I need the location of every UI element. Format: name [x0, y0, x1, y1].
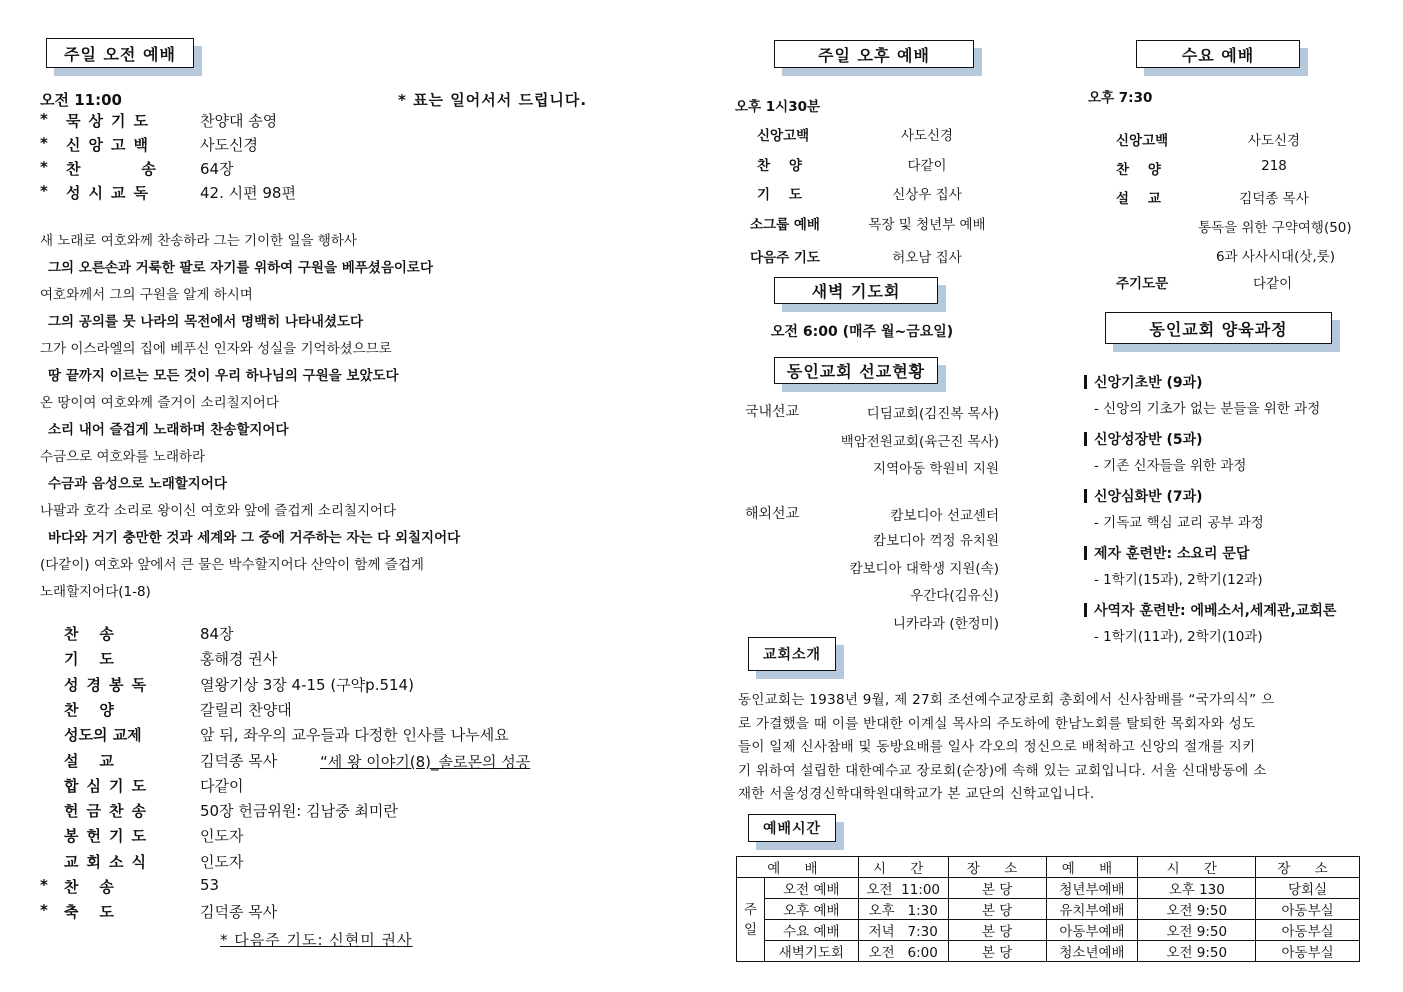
wednesday-order-value: 사도신경 — [1247, 133, 1301, 149]
morning-service-title-box — [46, 38, 194, 68]
order-star: * — [40, 110, 48, 128]
order-label: 봉헌기도 — [64, 827, 154, 846]
schedule-cell: 본 당 — [948, 878, 1046, 899]
table-row — [737, 878, 1360, 899]
domestic-mission-item: 디딤교회(김진복 목사) — [866, 406, 999, 422]
dawn-prayer-title-box — [774, 277, 938, 304]
schedule-cell: 아동부예배 — [1046, 920, 1138, 941]
order-star: * — [40, 182, 48, 200]
schedule-header: 예 배 — [1046, 857, 1138, 878]
schedule-cell: 본 당 — [948, 899, 1046, 920]
wednesday-closing-value: 다같이 — [1253, 276, 1293, 292]
schedule-cell: 오전 9:50 — [1138, 941, 1256, 962]
schedule-cell: 아동부실 — [1256, 920, 1360, 941]
reading-congregation-line: 그의 오른손과 거룩한 팔로 자기를 위하여 구원을 베푸셨음이로다 — [48, 260, 434, 276]
course-name: 사역자 훈련반: 에베소서,세계관,교회론 — [1094, 603, 1337, 619]
order-star: * — [40, 158, 48, 176]
schedule-title: 예배시간 — [748, 814, 836, 842]
reading-congregation-line: 노래할지어다(1-8) — [40, 584, 151, 600]
wednesday-order-value: 김덕종 목사 — [1239, 191, 1309, 207]
schedule-cell: 오전 9:50 — [1138, 920, 1256, 941]
afternoon-order-value: 허오남 집사 — [892, 250, 962, 266]
course-description: - 1학기(11과), 2학기(10과) — [1094, 629, 1263, 645]
order-value: 50장 헌금위원: 김남중 최미란 — [200, 802, 398, 821]
schedule-side-label — [737, 878, 765, 962]
order-value: 인도자 — [200, 852, 244, 871]
table-row — [737, 899, 1360, 920]
reading-leader-line: (다같이) 여호와 앞에서 큰 물은 박수할지어다 산악이 함께 즐겁게 — [40, 557, 424, 573]
schedule-side-char: 일 — [743, 921, 757, 938]
overseas-mission-item: 캄보디아 대학생 지원(속) — [849, 561, 999, 577]
overseas-mission-item: 캄보디아 선교센터 — [890, 508, 999, 524]
wednesday-sermon-line: 통독을 위한 구약여행(50) — [1198, 220, 1352, 236]
schedule-header-row — [737, 857, 1360, 878]
reading-leader-line: 그가 이스라엘의 집에 베푸신 인자와 성실을 기억하셨으므로 — [40, 341, 392, 357]
schedule-header: 장 소 — [948, 857, 1046, 878]
reading-congregation-line: 수금과 음성으로 노래할지어다 — [48, 476, 227, 492]
training-title: 동인교회 양육과정 — [1105, 312, 1332, 344]
bullet-bar-icon — [1084, 546, 1087, 560]
bullet-bar-icon — [1084, 489, 1087, 503]
schedule-cell: 본 당 — [948, 920, 1046, 941]
order-value: 열왕기상 3장 4-15 (구약p.514) — [200, 675, 414, 694]
afternoon-service-title-box — [774, 40, 974, 68]
schedule-header: 시 간 — [858, 857, 948, 878]
schedule-cell: 오전 6:00 — [858, 941, 948, 962]
afternoon-order-label: 찬 양 — [757, 158, 802, 174]
overseas-mission-label: 해외선교 — [745, 506, 800, 522]
order-value: 사도신경 — [200, 136, 258, 154]
order-label: 묵상기도 — [66, 112, 156, 130]
order-value: 64장 — [200, 160, 234, 178]
intro-title: 교회소개 — [748, 637, 836, 671]
afternoon-order-label: 소그룹 예배 — [750, 217, 820, 233]
order-value: 53 — [200, 876, 220, 894]
order-star: * — [40, 901, 48, 920]
schedule-cell: 본 당 — [948, 941, 1046, 962]
schedule-cell: 아동부실 — [1256, 899, 1360, 920]
order-value: 홍해경 권사 — [200, 650, 278, 669]
order-value: 찬양대 송영 — [200, 112, 278, 130]
afternoon-order-label: 다음주 기도 — [750, 250, 820, 266]
order-label: 찬 송 — [66, 160, 164, 178]
wednesday-order-label: 신앙고백 — [1116, 133, 1169, 149]
dawn-prayer-time: 오전 6:00 (매주 월~금요일) — [771, 324, 954, 340]
schedule-cell: 청년부예배 — [1046, 878, 1138, 899]
order-value: 인도자 — [200, 827, 244, 846]
wednesday-sermon-line: 6과 사사시대(삿,룻) — [1216, 249, 1335, 265]
bullet-bar-icon — [1084, 603, 1087, 617]
afternoon-order-label: 신앙고백 — [757, 128, 810, 144]
next-week-prayer: * 다음주 기도: 신현미 권사 — [220, 931, 413, 949]
reading-leader-line: 나팔과 호각 소리로 왕이신 여호와 앞에 즐겁게 소리칠지어다 — [40, 503, 397, 519]
morning-service-title: 주일 오전 예배 — [46, 38, 194, 68]
reading-congregation-line: 바다와 거기 충만한 것과 세계와 그 중에 거주하는 자는 다 외칠지어다 — [48, 530, 461, 546]
order-label: 찬 송 — [64, 625, 114, 643]
order-value: 84장 — [200, 625, 234, 643]
reading-leader-line: 수금으로 여호와를 노래하라 — [40, 449, 206, 465]
order-value: 42. 시편 98편 — [200, 184, 296, 202]
order-value: 앞 뒤, 좌우의 교우들과 다정한 인사를 나누세요 — [200, 726, 509, 745]
sermon-title: “세 왕 이야기(8)_솔로몬의 성공 — [320, 753, 531, 771]
wednesday-service-title-box — [1136, 40, 1300, 68]
order-label: 찬 양 — [64, 700, 114, 719]
schedule-cell: 오후 1:30 — [858, 899, 948, 920]
order-label: 성도의 교제 — [64, 726, 142, 745]
course-name: 신앙성장반 (5과) — [1094, 432, 1203, 448]
schedule-cell: 저녁 7:30 — [858, 920, 948, 941]
bullet-bar-icon — [1084, 375, 1087, 389]
schedule-table — [736, 856, 1360, 962]
wednesday-service-title: 수요 예배 — [1136, 40, 1300, 68]
afternoon-service-title: 주일 오후 예배 — [774, 40, 974, 68]
course-description: - 1학기(15과), 2학기(12과) — [1094, 572, 1263, 588]
schedule-title-box — [748, 814, 836, 842]
overseas-mission-item: 우간다(김유신) — [910, 588, 999, 604]
order-label: 교회소식 — [64, 852, 154, 871]
schedule-cell: 오전 11:00 — [858, 878, 948, 899]
schedule-cell: 당회실 — [1256, 878, 1360, 899]
wednesday-order-label: 설 교 — [1116, 191, 1161, 207]
course-description: - 기존 신자들을 위한 과정 — [1094, 458, 1247, 474]
schedule-header: 장 소 — [1256, 857, 1360, 878]
order-value: 갈릴리 찬양대 — [200, 700, 292, 719]
bullet-bar-icon — [1084, 432, 1087, 446]
schedule-cell: 수요 예배 — [764, 920, 858, 941]
dawn-prayer-title: 새벽 기도회 — [774, 277, 938, 304]
domestic-mission-label: 국내선교 — [745, 404, 800, 420]
order-label: 성시교독 — [66, 184, 156, 202]
intro-title-box — [748, 637, 836, 671]
schedule-cell: 유치부예배 — [1046, 899, 1138, 920]
schedule-cell: 새벽기도회 — [764, 941, 858, 962]
mission-title: 동인교회 선교현황 — [774, 357, 938, 384]
reading-congregation-line: 땅 끝까지 이르는 모든 것이 우리 하나님의 구원을 보았도다 — [48, 368, 399, 384]
order-label: 헌금찬송 — [64, 802, 154, 821]
order-star: * — [40, 876, 48, 894]
afternoon-time: 오후 1시30분 — [735, 99, 821, 115]
order-label: 찬 송 — [64, 878, 114, 896]
order-label: 기 도 — [64, 650, 114, 669]
order-value: 김덕종 목사 — [200, 903, 278, 922]
course-description: - 신앙의 기초가 없는 분들을 위한 과정 — [1094, 401, 1321, 417]
order-value: 다같이 — [200, 776, 244, 795]
schedule-cell: 오후 130 — [1138, 878, 1256, 899]
schedule-side-char: 주 — [743, 901, 757, 918]
table-row — [737, 920, 1360, 941]
domestic-mission-item: 지역아동 학원비 지원 — [873, 461, 999, 477]
afternoon-order-label: 기 도 — [757, 187, 802, 203]
order-label: 성경봉독 — [64, 675, 154, 694]
order-star: * — [40, 134, 48, 152]
afternoon-order-value: 신상우 집사 — [892, 187, 962, 203]
training-title-box — [1105, 312, 1332, 344]
overseas-mission-item: 니카라과 (한정미) — [892, 616, 999, 632]
order-label: 신앙고백 — [66, 136, 156, 154]
table-row — [737, 941, 1360, 962]
reading-congregation-line: 그의 공의를 뭇 나라의 목전에서 명백히 나타내셨도다 — [48, 314, 364, 330]
course-name: 신앙심화반 (7과) — [1094, 489, 1203, 505]
intro-line: 들이 일제 신사참배 및 동방요배를 일사 각오의 정신으로 배척하고 신앙의 절개를 지키 — [738, 739, 1256, 755]
course-name: 제자 훈련반: 소요리 문답 — [1094, 546, 1250, 562]
schedule-cell: 오전 예배 — [764, 878, 858, 899]
schedule-cell: 오후 예배 — [764, 899, 858, 920]
reading-leader-line: 새 노래로 여호와께 찬송하라 그는 기이한 일을 행하사 — [40, 233, 357, 249]
reading-congregation-line: 소리 내어 즐겁게 노래하며 찬송할지어다 — [48, 422, 289, 438]
reading-leader-line: 온 땅이여 여호와께 즐거이 소리칠지어다 — [40, 395, 279, 411]
order-label: 합심기도 — [64, 776, 154, 795]
intro-line: 동인교회는 1938년 9월, 제 27회 조선예수교장로회 총회에서 신사참배를 “국가의식” 으 — [738, 692, 1275, 708]
reading-leader-line: 여호와께서 그의 구원을 알게 하시며 — [40, 287, 253, 303]
schedule-header: 시 간 — [1138, 857, 1256, 878]
intro-line: 재한 서울성경신학대학원대학교가 본 교단의 신학교입니다. — [738, 786, 1095, 802]
afternoon-order-value: 다같이 — [907, 158, 947, 174]
overseas-mission-item: 캄보디아 꺽정 유치원 — [873, 533, 999, 549]
mission-title-box — [774, 357, 938, 384]
domestic-mission-item: 백암전원교회(육근진 목사) — [840, 434, 999, 450]
wednesday-time: 오후 7:30 — [1088, 90, 1153, 106]
afternoon-order-value: 사도신경 — [900, 128, 954, 144]
standing-note: * 표는 일어서서 드립니다. — [398, 91, 588, 109]
schedule-cell: 오전 9:50 — [1138, 899, 1256, 920]
wednesday-order-label: 찬 양 — [1116, 162, 1161, 178]
morning-time: 오전 11:00 — [40, 91, 122, 109]
afternoon-order-value: 목장 및 청년부 예배 — [868, 217, 986, 233]
schedule-header: 예 배 — [737, 857, 859, 878]
course-name: 신앙기초반 (9과) — [1094, 375, 1203, 391]
course-description: - 기독교 핵심 교리 공부 과정 — [1094, 515, 1264, 531]
order-label: 설 교 — [64, 751, 114, 770]
schedule-cell: 청소년예배 — [1046, 941, 1138, 962]
order-value: 김덕종 목사 — [200, 751, 278, 770]
wednesday-order-value: 218 — [1261, 158, 1287, 174]
wednesday-closing-label: 주기도문 — [1116, 276, 1169, 292]
schedule-cell: 아동부실 — [1256, 941, 1360, 962]
order-label: 축 도 — [64, 903, 114, 922]
intro-line: 기 위하여 설립한 대한예수교 장로회(순장)에 속해 있는 교회입니다. 서울 신대방동에 소 — [738, 762, 1267, 779]
intro-line: 로 가결했을 때 이를 반대한 이계실 목사의 주도하에 한남노회를 탈퇴한 목회자와 성도 — [738, 715, 1256, 732]
